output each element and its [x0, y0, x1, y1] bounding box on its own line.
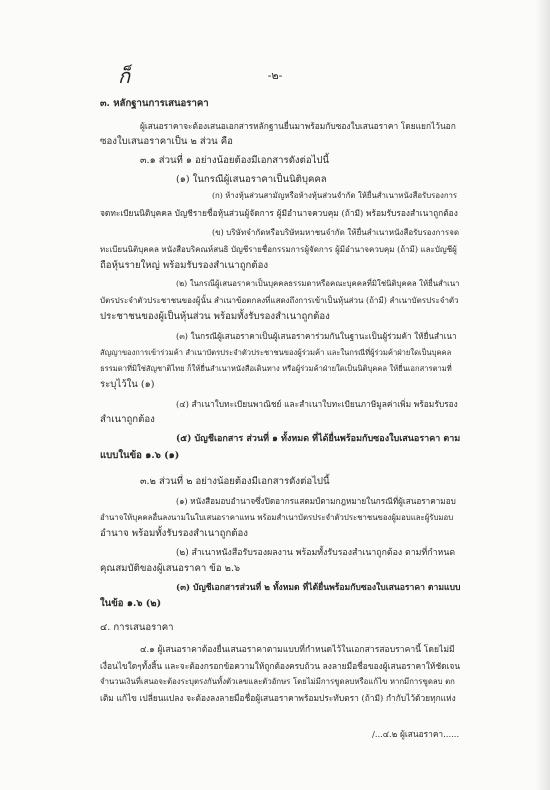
paragraph-line: จดทะเบียนนิติบุคคล บัญชีรายชื่อหุ้นส่วนผู้จัดการ ผู้มีอำนาจควบคุม (ถ้ามี) พร้อมรับรองสำเนาถูกต้อง: [100, 208, 458, 218]
paragraph-line: จำนวนเงินที่เสนอจะต้องระบุตรงกันทั้งตัวเลขและตัวอักษร โดยไม่มีการขูดลบหรือแก้ไข หากมีการขูดลบ ตก: [100, 677, 455, 686]
section-heading: ๓. หลักฐานการเสนอราคา: [100, 98, 209, 109]
paragraph-line: (๔) สำเนาใบทะเบียนพาณิชย์ และสำเนาใบทะเบียนภาษีมูลค่าเพิ่ม พร้อมรับรอง: [176, 399, 458, 409]
paragraph-line: ประชาชนของผู้เป็นหุ้นส่วน พร้อมทั้งรับรองสำเนาถูกต้อง: [100, 311, 330, 322]
paragraph-line: เติม แก้ไข เปลี่ยนแปลง จะต้องลงลายมือชื่อผู้เสนอราคาพร้อมประทับตรา (ถ้ามี) กำกับไว้ด้วยทุกแห่ง: [100, 693, 456, 703]
subsection-line: ๓.๒ ส่วนที่ ๒ อย่างน้อยต้องมีเอกสารดังต่อไปนี้: [140, 476, 330, 487]
paragraph-line: สำเนาถูกต้อง: [100, 414, 155, 425]
paragraph-line-bold: (๕) บัญชีเอกสาร ส่วนที่ ๑ ทั้งหมด ที่ได้ยื่นพร้อมกับซองใบเสนอราคา ตาม: [176, 434, 461, 444]
continuation-note: /...๔.๒ ผู้เสนอราคา......: [372, 729, 460, 739]
handwritten-initial-mark: ก็: [118, 64, 131, 88]
paragraph-line: (ก) ห้างหุ้นส่วนสามัญหรือห้างหุ้นส่วนจำกัด ให้ยื่นสำเนาหนังสือรับรองการ: [212, 191, 458, 200]
paragraph-line: ๔.๑ ผู้เสนอราคาต้องยื่นเสนอราคาตามแบบที่กำหนดไว้ในเอกสารสอบราคานี้ โดยไม่มี: [140, 645, 455, 655]
paragraph-line-bold: ในข้อ ๑.๖ (๒): [100, 598, 162, 609]
paragraph-line: (ข) บริษัทจำกัดหรือบริษัทมหาชนจำกัด ให้ยื่นสำเนาหนังสือรับรองการจด: [212, 228, 460, 237]
section-heading: ๔. การเสนอราคา: [100, 622, 174, 633]
paragraph-line: สัญญาของการเข้าร่วมค้า สำเนาบัตรประจำตัวประชาชนของผู้ร่วมค้า และในกรณีที่ผู้ร่วมค้าฝ่ายใดเป็นบุคคล: [100, 348, 452, 357]
paragraph-line: ธรรมดาที่มิใช่สัญชาติไทย ก็ให้ยื่นสำเนาหนังสือเดินทาง หรือผู้ร่วมค้าฝ่ายใดเป็นนิติบุคคล ให้ยื่นเอกสารตามที่: [100, 364, 452, 373]
paragraph-line: ผู้เสนอราคาจะต้องเสนอเอกสารหลักฐานยื่นมาพร้อมกับซองใบเสนอราคา โดยแยกไว้นอก: [140, 121, 456, 131]
paragraph-line: (๑) ในกรณีผู้เสนอราคาเป็นนิติบุคคล: [176, 174, 327, 185]
paragraph-line: อำนาจ พร้อมทั้งรับรองสำเนาถูกต้อง: [100, 528, 248, 539]
paragraph-line: เงื่อนไขใดๆทั้งสิ้น และจะต้องกรอกข้อความให้ถูกต้องครบถ้วน ลงลายมือชื่อของผู้เสนอราคาให้ชัดเจน: [100, 661, 461, 671]
paragraph-line: ซองใบเสนอราคาเป็น ๒ ส่วน คือ: [100, 136, 233, 147]
paragraph-line: (๒) ในกรณีผู้เสนอราคาเป็นบุคคลธรรมดาหรือคณะบุคคลที่มิใช่นิติบุคคล ให้ยื่นสำเนา: [176, 279, 460, 288]
page-edge-shadow: [536, 0, 550, 790]
paragraph-line-bold: (๓) บัญชีเอกสารส่วนที่ ๒ ทั้งหมด ที่ได้ยื่นพร้อมกับซองใบเสนอราคา ตามแบบ: [176, 583, 461, 593]
page-number: -๒-: [267, 69, 283, 82]
paragraph-line: บัตรประจำตัวประชาชนของผู้นั้น สำเนาข้อตกลงที่แสดงถึงการเข้าเป็นหุ้นส่วน (ถ้ามี) สำเนาบัตรประจำตัว: [100, 296, 459, 305]
paragraph-line: อำนาจให้บุคคลอื่นลงนามในใบเสนอราคาแทน พร้อมสำเนาบัตรประจำตัวประชาชนของผู้มอบและผู้รับมอบ: [100, 513, 454, 522]
paragraph-line: (๓) ในกรณีผู้เสนอราคาเป็นผู้เสนอราคาร่วมกันในฐานะเป็นผู้ร่วมค้า ให้ยื่นสำเนา: [176, 331, 457, 341]
subsection-line: ๓.๑ ส่วนที่ ๑ อย่างน้อยต้องมีเอกสารดังต่อไปนี้: [140, 155, 330, 166]
paragraph-line: ถือหุ้นรายใหญ่ พร้อมรับรองสำเนาถูกต้อง: [100, 260, 269, 271]
paragraph-line: คุณสมบัติของผู้เสนอราคา ข้อ ๒.๖: [100, 563, 241, 574]
paragraph-line-bold: แบบในข้อ ๑.๖ (๑): [100, 450, 180, 461]
paragraph-line: (๑) หนังสือมอบอำนาจซึ่งปิดอากรแสตมป์ตามกฎหมายในกรณีที่ผู้เสนอราคามอบ: [176, 496, 456, 506]
paragraph-line: (๒) สำเนาหนังสือรับรองผลงาน พร้อมทั้งรับรองสำเนาถูกต้อง ตามที่กำหนด: [176, 548, 456, 558]
paragraph-line: ทะเบียนนิติบุคคล หนังสือบริคณห์สนธิ บัญชีรายชื่อกรรมการผู้จัดการ ผู้มีอำนาจควบคุม (ถ้ามี) และบัญชีผู้: [100, 245, 457, 254]
paragraph-line: ระบุไว้ใน (๑): [100, 379, 155, 390]
